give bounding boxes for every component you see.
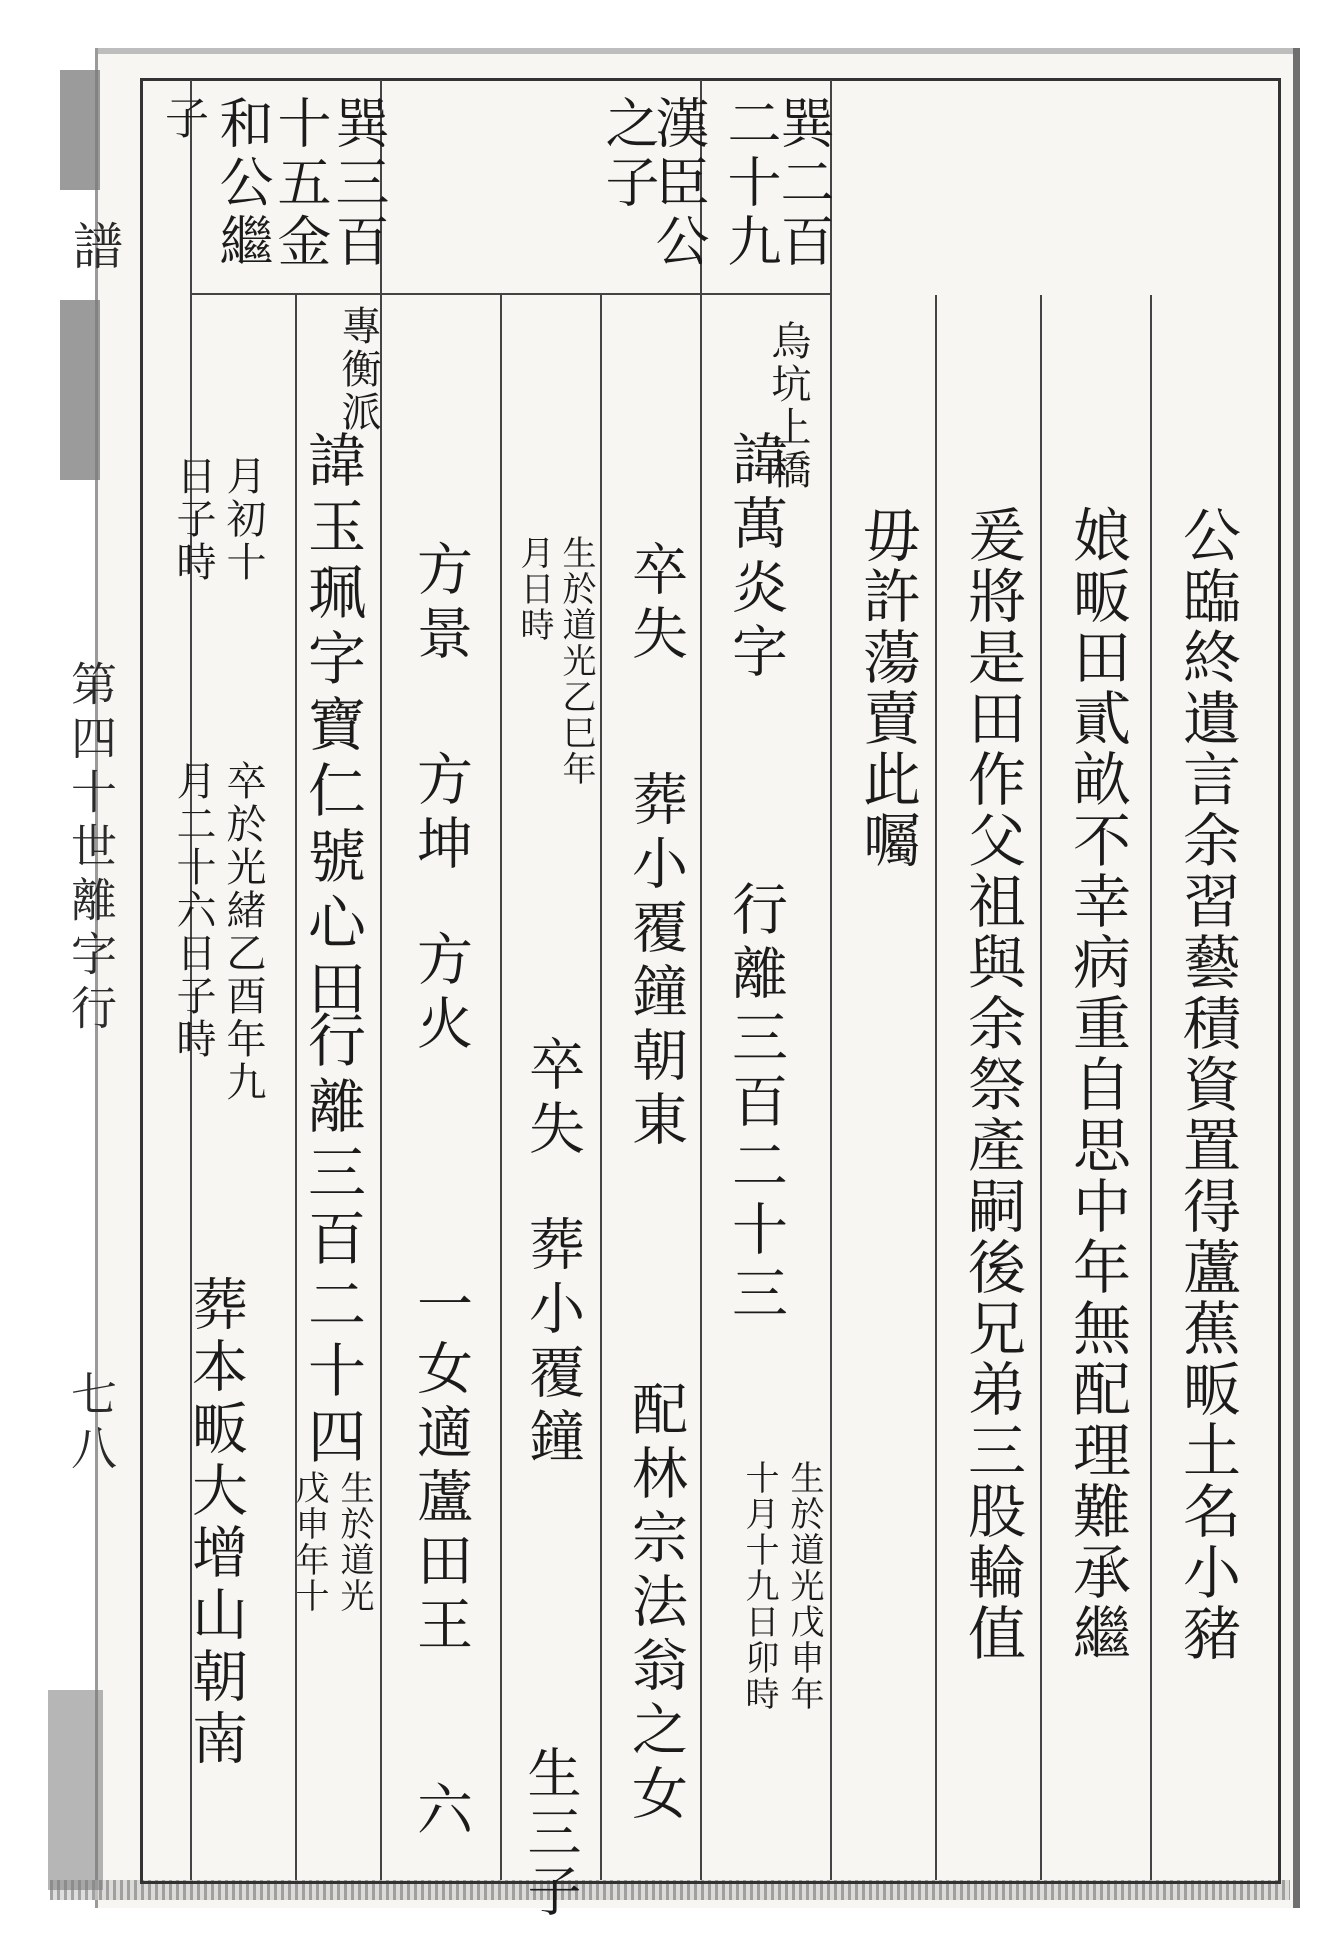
entry-line: 巽三百 <box>327 95 390 272</box>
birth-note: 十月十九日卯時 <box>739 1460 779 1712</box>
note-numeral: 六 <box>408 1780 473 1842</box>
header-divider <box>190 293 830 295</box>
entry-line: 子 <box>157 95 208 144</box>
entry-line: 漢臣公 <box>647 95 710 272</box>
birth-note: 生於道光戊申年 <box>784 1460 824 1712</box>
burial-line: 葬小覆鐘朝東 <box>623 770 688 1154</box>
testament-line-3: 爰將是田作父祖與余祭產嗣後兄弟三股輪值 <box>958 505 1026 1664</box>
spine-blot <box>48 1690 103 1890</box>
son-name: 方景 <box>408 540 473 668</box>
testament-line-2: 娘畈田貳畝不幸病重自思中年無配理難承繼 <box>1063 505 1131 1664</box>
rank-line: 行離三百二十四 <box>298 1010 366 1472</box>
birth-note: 日子時 <box>170 455 216 584</box>
birth-note: 生於道光 <box>334 1470 374 1614</box>
entry-line: 二十九 <box>719 95 782 272</box>
son-name: 方火 <box>408 930 473 1058</box>
column-rule <box>1040 295 1042 1880</box>
entry-line: 和公繼 <box>211 95 274 272</box>
entry-line: 十五金 <box>269 95 332 272</box>
death-line: 卒失 <box>623 540 688 668</box>
column-rule <box>1150 295 1152 1880</box>
column-rule <box>935 295 937 1880</box>
burial-line: 葬小覆鐘 <box>520 1215 585 1471</box>
column-rule <box>830 80 832 1880</box>
place-label: 烏坑上橋 <box>765 320 811 492</box>
children-line: 生三子 <box>519 1745 582 1922</box>
son-name: 方坤 <box>408 750 473 878</box>
book-title: 譜 <box>65 220 123 278</box>
rank-line: 行離三百二十三 <box>723 880 788 1328</box>
column-rule <box>600 295 602 1880</box>
column-rule <box>700 80 702 1880</box>
spine-blot <box>60 70 100 190</box>
death-note: 月二十六日子時 <box>170 760 216 1061</box>
death-note: 卒於光緒乙酉年九 <box>220 760 266 1104</box>
spouse-line: 配林宗法翁之女 <box>623 1380 688 1828</box>
daughter-line: 一女適蘆田王 <box>408 1275 473 1659</box>
page-number: 七八 <box>64 1370 118 1478</box>
name-line: 諱玉珮字寶仁號心田 <box>298 430 366 1024</box>
testament-line-1: 公臨終遺言余習藝積資置得蘆蕉畈土名小豬 <box>1173 505 1241 1664</box>
death-line: 卒失 <box>520 1035 585 1163</box>
burial-line: 葬本畈大增山朝南 <box>183 1275 248 1771</box>
entry-line: 巽二百 <box>772 95 835 272</box>
birth-note: 月日時 <box>514 535 554 643</box>
branch-label: 專衡派 <box>335 305 381 434</box>
column-rule <box>500 295 502 1880</box>
spine-blot <box>60 300 100 480</box>
entry-line: 之子 <box>597 95 660 213</box>
generation-label: 第四十世離字行 <box>64 660 118 1038</box>
birth-note: 戊申年十 <box>289 1470 329 1614</box>
name-line: 諱萬炎字 <box>723 430 788 686</box>
birth-note: 月初十 <box>220 455 266 584</box>
birth-note: 生於道光乙巳年 <box>556 535 596 787</box>
testament-line-4: 毋許蕩賣此囑 <box>853 505 921 871</box>
